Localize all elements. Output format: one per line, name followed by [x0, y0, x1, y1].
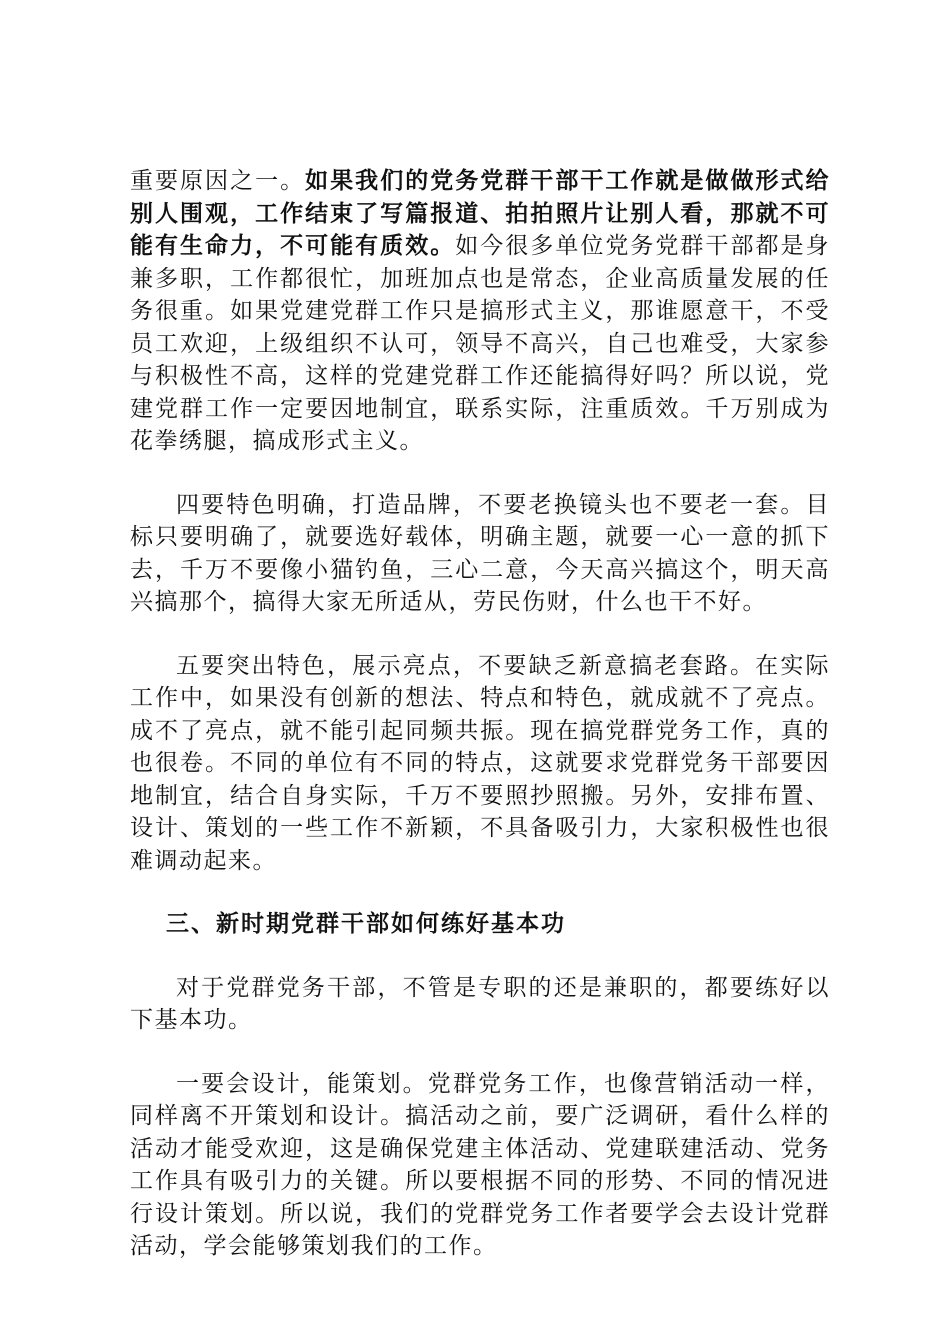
section-heading: 三、新时期党群干部如何练好基本功	[166, 911, 566, 937]
paragraph-5: 一要会设计，能策划。党群党务工作，也像营销活动一样，同样离不开策划和设计。搞活动之前，要广泛调研，看什么样的活动才能受欢迎，这是确保党建主体活动、党建联建活动、党务工作具有吸引力的关键。所以要根据不同的形势、不同的情况进行设计策划。所以说，我们的党群党务工作者要学会去设计党群活动，学会能够策划我们的工作。	[130, 1070, 830, 1259]
paragraph-3: 五要突出特色，展示亮点，不要缺乏新意搞老套路。在实际工作中，如果没有创新的想法、特点和特色，就成就不了亮点。成不了亮点，就不能引起同频共振。现在搞党群党务工作，真的也很卷。不同的单位有不同的特点，这就要求党群党务干部要因地制宜，结合自身实际，千万不要照抄照搬。另外，安排布置、设计、策划的一些工作不新颖，不具备吸引力，大家积极性也很难调动起来。	[130, 652, 830, 874]
document-body	[130, 165, 830, 1263]
paragraph-2: 四要特色明确，打造品牌，不要老换镜头也不要老一套。目标只要明确了，就要选好载体，明确主题，就要一心一意的抓下去，千万不要像小猫钓鱼，三心二意，今天高兴搞这个，明天高兴搞那个，搞得大家无所适从，劳民伤财，什么也干不好。	[130, 491, 830, 615]
paragraph-1-bold-sentence: 如果我们的党务党群干部干工作就是做做形式给别人围观，工作结束了写篇报道、拍拍照片让别人看，那就不可能有生命力，不可能有质效。	[130, 167, 831, 259]
paragraph-1	[130, 165, 830, 458]
paragraph-1-start: 重要原因之一。	[130, 168, 306, 194]
paragraph-4: 对于党群党务干部，不管是专职的还是兼职的，都要练好以下基本功。	[130, 974, 830, 1033]
paragraph-1-rest: 如今很多单位党务党群干部都是身兼多职，工作都很忙，加班加点也是常态，企业高质量发展的任务很重。如果党建党群工作只是搞形式主义，那谁愿意干，不受员工欢迎，上级组织不认可，领导不高兴，自己也难受，大家参与积极性不高，这样的党建党群工作还能搞得好吗？所以说，党建党群工作一定要因地制宜，联系实际，注重质效。千万别成为花拳绣腿，搞成形式主义。	[130, 233, 831, 454]
